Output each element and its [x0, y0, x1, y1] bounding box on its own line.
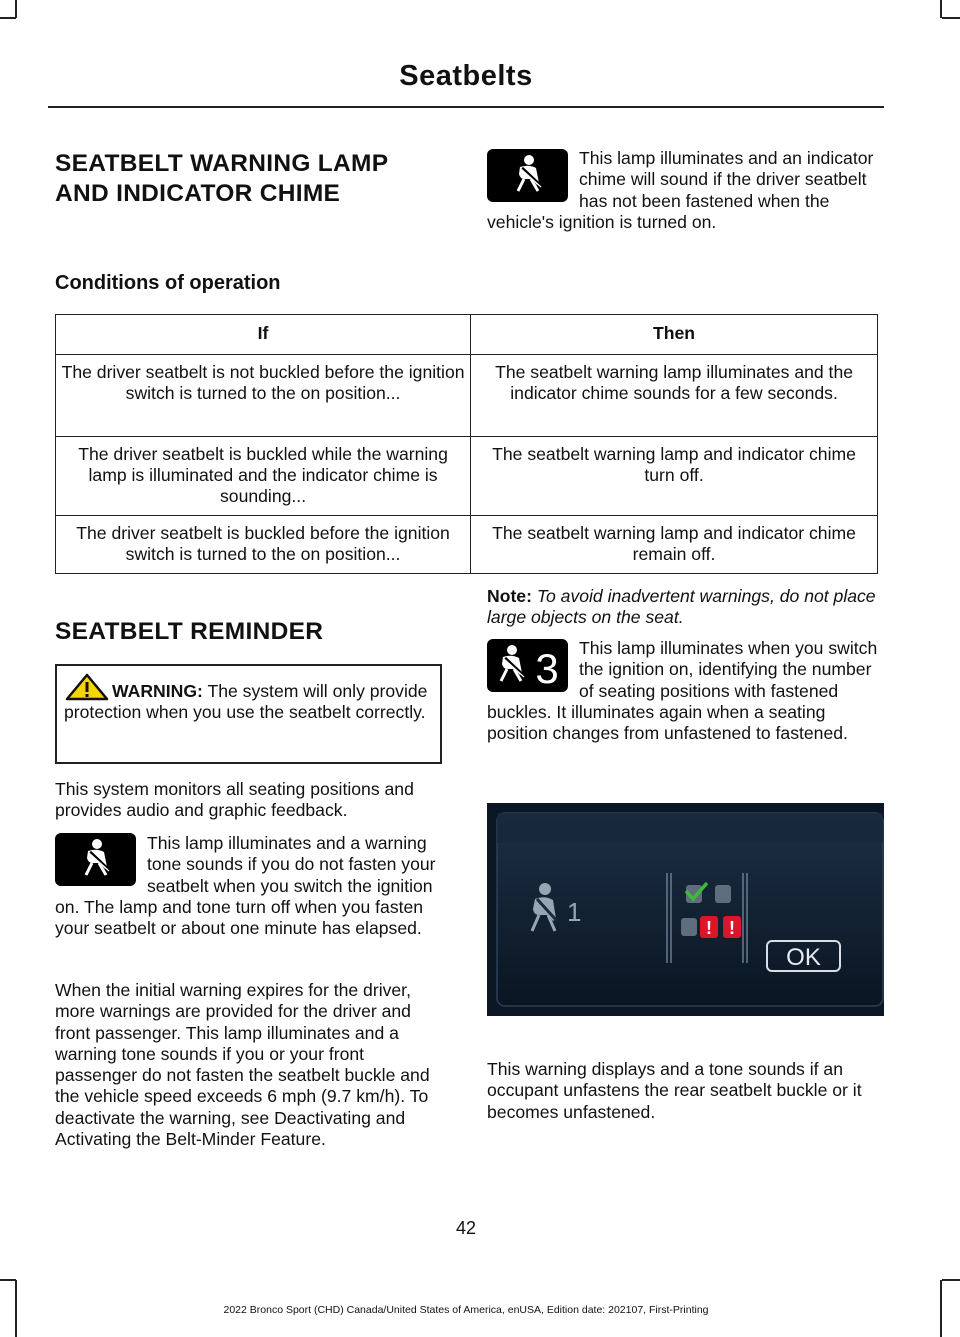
table-cell-then: The seatbelt warning lamp and indicator chime turn off.: [471, 437, 878, 516]
crop-mark-top-left: [15, 0, 17, 18]
seat-rear-left: [681, 918, 697, 936]
table-row: [56, 437, 878, 516]
alert-icon: !: [729, 918, 735, 938]
warning-label: WARNING:: [112, 681, 203, 701]
crop-mark-bottom-right-h: [942, 1279, 960, 1281]
lamp-text: This lamp illuminates and a warning tone sounds if you do not fasten your seatbelt when you switch the ignition on. The lamp and tone turn off when you fasten your seatbelt or about one minute has elapsed.: [55, 833, 436, 939]
display-count: 1: [567, 897, 582, 927]
conditions-table: [55, 314, 878, 574]
table-cell-then: The seatbelt warning lamp illuminates and the indicator chime sounds for a few seconds.: [471, 355, 878, 437]
lamp-paragraph: [55, 833, 448, 939]
table-cell-if: The driver seatbelt is buckled before the ignition switch is turned to the on position...: [56, 516, 471, 574]
page-number: 42: [455, 1218, 477, 1238]
seatbelt-display-screen: [487, 803, 884, 1016]
table-cell-if: The driver seatbelt is not buckled before the ignition switch is turned to the on position...: [56, 355, 471, 437]
intro-paragraph: [487, 148, 880, 233]
intro-text: This lamp illuminates and an indicator chime will sound if the driver seatbelt has not been fastened when the vehicle's ignition is turned on.: [487, 148, 874, 232]
crop-mark-top-left-h: [0, 17, 16, 19]
monitor-paragraph: This system monitors all seating positions and provides audio and graphic feedback.: [55, 779, 414, 821]
display-ok-label: OK: [786, 944, 821, 971]
table-header-then: Then: [471, 315, 878, 355]
edition-line: 2022 Bronco Sport (CHD) Canada/United States of America, enUSA, Edition date: 202107, First-Printing: [223, 1304, 709, 1316]
display-illustration: [487, 803, 884, 1016]
crop-mark-bottom-right: [940, 1280, 942, 1337]
section-title-line2: AND INDICATOR CHIME: [55, 180, 341, 207]
note-label: Note:: [487, 586, 532, 606]
page-header-title: Seatbelts: [399, 60, 533, 92]
seatbelt-count-number: 3: [535, 645, 559, 692]
alert-icon: !: [706, 918, 712, 938]
table-header-if: If: [56, 315, 471, 355]
section-title-line1: SEATBELT WARNING LAMP: [55, 150, 389, 177]
note-text: To avoid inadvertent warnings, do not place large objects on the seat.: [487, 586, 876, 628]
count-paragraph: [487, 638, 881, 744]
crop-mark-top-right-h: [942, 17, 960, 19]
header-divider: [48, 106, 884, 108]
table-row: [56, 516, 878, 574]
table-cell-if: The driver seatbelt is buckled while the warning lamp is illuminated and the indicator chime is sounding...: [56, 437, 471, 516]
warning-text: The system will only provide protection when you use the seatbelt correctly.: [64, 681, 428, 722]
crop-mark-top-right: [940, 0, 942, 18]
seat-front-right: [715, 885, 731, 903]
unfasten-paragraph: This warning displays and a tone sounds if an occupant unfastens the rear seatbelt buckle or it becomes unfastened.: [487, 1059, 862, 1122]
warning-triangle-icon: [64, 673, 110, 701]
note-paragraph: [487, 586, 880, 629]
belt-minder-paragraph: When the initial warning expires for the driver, more warnings are provided for the driver and front passenger. This lamp illuminates and a warning tone sounds if you or your front passenger do not fasten the seatbelt buckle and the vehicle speed exceeds 6 mph (9.7 km/h). To deactivate the warning, see Deactivating and Activating the Belt-Minder Feature.: [55, 980, 430, 1150]
warning-paragraph: [64, 673, 436, 723]
table-cell-then: The seatbelt warning lamp and indicator chime remain off.: [471, 516, 878, 574]
count-text: This lamp illuminates when you switch the ignition on, identifying the number of seating positions with fastened buckles. It illuminates again when a seating position changes from unfastened to fastened.: [487, 638, 878, 744]
table-row: [56, 355, 878, 437]
seatbelt-reminder-title: SEATBELT REMINDER: [55, 618, 324, 645]
crop-mark-bottom-left-h: [0, 1279, 16, 1281]
conditions-heading: Conditions of operation: [55, 272, 281, 294]
